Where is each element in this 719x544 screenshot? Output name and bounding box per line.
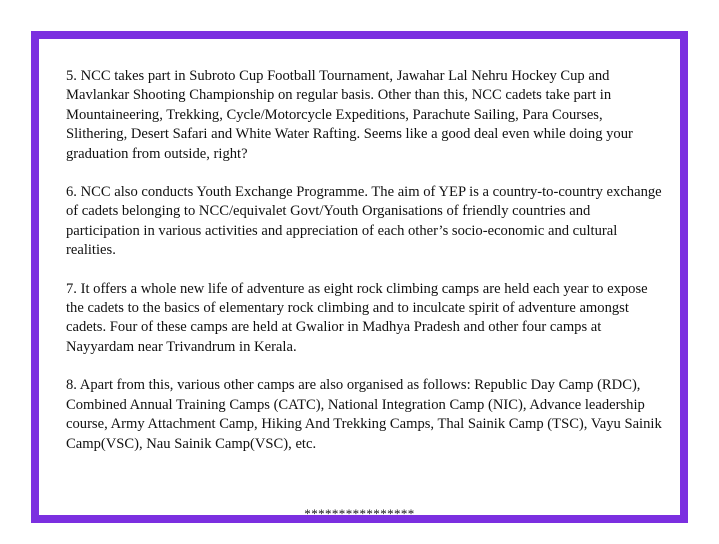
document-frame [31, 31, 688, 523]
paragraph-5: 5. NCC takes part in Subroto Cup Football Tournament, Jawahar Lal Nehru Hockey Cup and Mavlankar Shooting Championship on regular basis. Other than this, NCC cadets take part in Mountaineering, Trekking, Cycle/Motorcycle Expeditions, Parachute Sailing, Para Courses, Slithering, Desert Safari and White Water Rafting. Seems like a good deal even while doing your graduation from outside, right? [66, 68, 633, 162]
paragraph-6: 6. NCC also conducts Youth Exchange Programme. The aim of YEP is a country-to-country exchange of cadets belonging to NCC/equivalet Govt/Youth Organisations of friendly countries and participation in various activities and appreciation of each other’s socio-economic and cultural realities. [66, 184, 662, 259]
separator-stars: **************** [304, 506, 415, 521]
paragraph-7: 7. It offers a whole new life of adventure as eight rock climbing camps are held each year to expose the cadets to the basics of elementary rock climbing and to inculcate spirit of adventure amongst cadets. Four of these camps are held at Gwalior in Madhya Pradesh and other four camps at Nayyardam near Trivandrum in Kerala. [66, 280, 648, 355]
document-body [66, 67, 666, 473]
paragraph-8: 8. Apart from this, various other camps are also organised as follows: Republic Day Camp (RDC), Combined Annual Training Camps (CATC), National Integration Camp (NIC), Advance leadership course, Army Attachment Camp, Hiking And Trekking Camps, Thal Sainik Camp (TSC), Vayu Sainik Camp(VSC), Nau Sainik Camp(VSC), etc. [66, 377, 662, 452]
